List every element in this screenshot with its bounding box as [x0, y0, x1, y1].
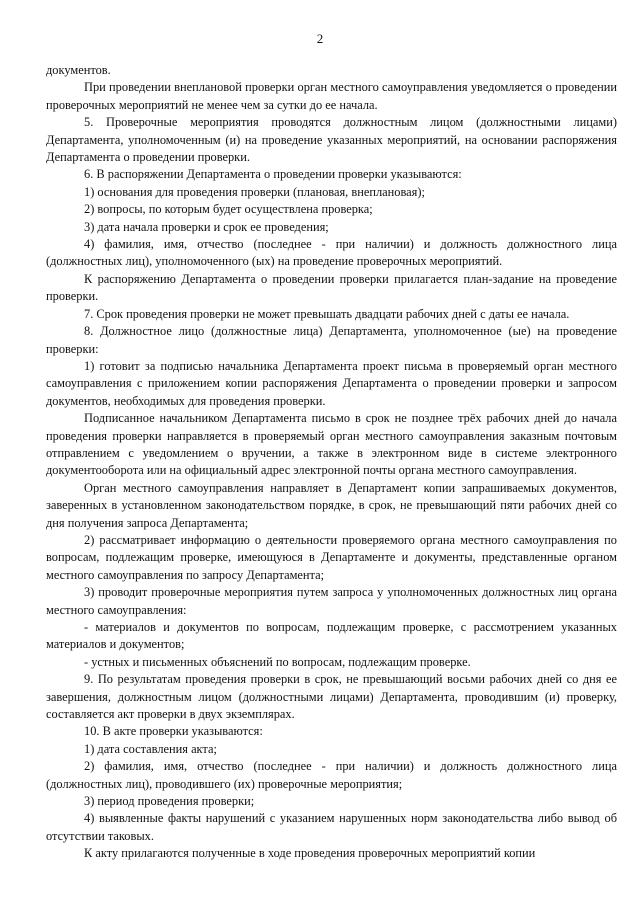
paragraph: К распоряжению Департамента о проведении проверки прилагается план-задание на проведение проверки. [46, 271, 617, 304]
paragraph: 1) готовит за подписью начальника Департамента проект письма в проверяемый орган местного самоуправления с приложением копии распоряжения Департамента о проведении проверки и запросом документов, необходимых для проведения проверки. [46, 358, 617, 408]
paragraph: документов. [46, 63, 111, 77]
paragraph: 1) основания для проведения проверки (плановая, внеплановая); [84, 184, 425, 199]
paragraph: 9. По результатам проведения проверки в срок, не превышающий восьми рабочих дней со дня ее завершения, должностным лицом (должностными лицами) Департамента, проводившим (и) проверку, составляется акт проверки в двух экземплярах. [46, 672, 617, 722]
paragraph: Подписанное начальником Департамента письмо в срок не позднее трёх рабочих дней до начала проведения проверки направляется в проверяемый орган местного самоуправления заказным почтовым отправлением с уведомлением о вручении, а также в электронном виде в системе электронного документооборота или на официальный адрес электронной почты органа местного самоуправления. [46, 411, 617, 478]
paragraph: 4) выявленные факты нарушений с указанием нарушенных норм законодательства либо вывод об отсутствии таковых. [46, 811, 617, 843]
paragraph: - материалов и документов по вопросам, подлежащим проверке, с рассмотрением указанных материалов и документов; [46, 620, 617, 652]
page-number: 2 [316, 31, 324, 46]
paragraph: Орган местного самоуправления направляет в Департамент копии запрашиваемых документов, заверенных в установленном законодательством порядке, в срок, не превышающий пяти рабочих дней со дня получения запроса Департамента; [46, 480, 617, 530]
paragraph: 2) рассматривает информацию о деятельности проверяемого органа местного самоуправления по вопросам, подлежащим проверке, имеющуюся в Департаменте и документы, представленные органом местного самоуправления по запросу Департамента; [46, 532, 617, 582]
paragraph: 3) период проведения проверки; [84, 794, 255, 809]
paragraph: К акту прилагаются полученные в ходе проведения проверочных мероприятий копии [84, 846, 536, 861]
paragraph: 2) фамилия, имя, отчество (последнее - при наличии) и должность должностного лица (должностных лиц), проводившего (их) проверочные мероприятия; [46, 759, 617, 791]
paragraph: 2) вопросы, по которым будет осуществлена проверка; [84, 202, 373, 217]
paragraph: 1) дата составления акта; [84, 741, 217, 756]
paragraph: 4) фамилия, имя, отчество (последнее - при наличии) и должность должностного лица (должностных лиц), уполномоченного (ых) на проведение проверочных мероприятий. [46, 237, 617, 269]
paragraph: 10. В акте проверки указываются: [84, 724, 263, 739]
paragraph: При проведении внеплановой проверки орган местного самоуправления уведомляется о проведении проверочных мероприятий не менее чем за сутки до ее начала. [46, 80, 617, 112]
paragraph: - устных и письменных объяснений по вопросам, подлежащим проверке. [84, 654, 471, 669]
document-body [46, 62, 617, 863]
paragraph: 5. Проверочные мероприятия проводятся должностным лицом (должностными лицами) Департамента, уполномоченным (и) на проведение указанных мероприятий, на основании распоряжения Департамента о проведении проверки. [46, 115, 617, 165]
paragraph: 6. В распоряжении Департамента о проведении проверки указываются: [84, 167, 462, 182]
paragraph: 7. Срок проведения проверки не может превышать двадцати рабочих дней с даты ее начала. [84, 306, 570, 321]
paragraph: 3) проводит проверочные мероприятия путем запроса у уполномоченных должностных лиц органа местного самоуправления: [46, 585, 617, 617]
paragraph: 8. Должностное лицо (должностные лица) Департамента, уполномоченное (ые) на проведение проверки: [46, 324, 617, 356]
paragraph: 3) дата начала проверки и срок ее проведения; [84, 219, 329, 234]
